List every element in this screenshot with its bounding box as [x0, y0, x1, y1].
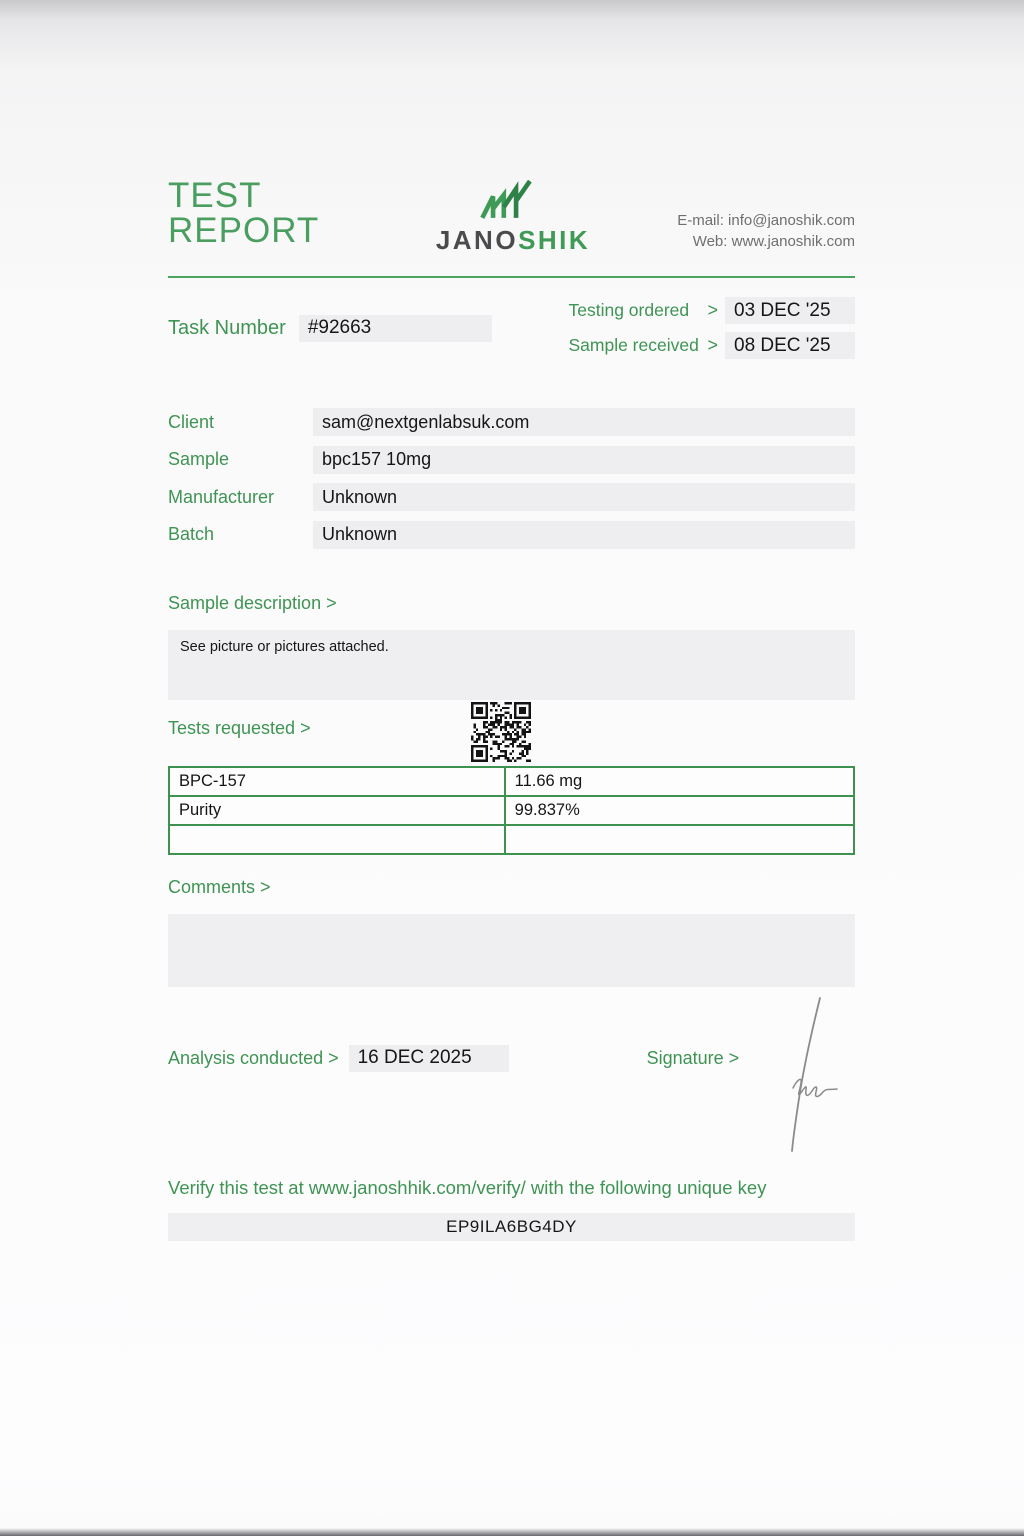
task-number-group — [168, 297, 492, 359]
task-section — [168, 297, 855, 359]
report-header — [168, 178, 855, 256]
testing-ordered-row — [568, 297, 855, 324]
qr-code — [471, 702, 531, 762]
logo-text-jano: JANO — [435, 225, 519, 255]
test-name-cell — [169, 825, 505, 854]
task-number-label: Task Number — [168, 316, 286, 339]
signature-label: Signature > — [646, 1047, 740, 1068]
verify-instruction: Verify this test at www.janoshhik.com/verify/ with the following unique key — [168, 1176, 767, 1198]
dates-group — [568, 297, 855, 359]
test-report-document — [168, 0, 855, 1241]
client-label: Client — [168, 411, 215, 432]
sample-received-label: Sample received — [568, 335, 699, 355]
tests-requested-section — [168, 718, 855, 855]
testing-ordered-value: 03 DEC '25 — [725, 297, 855, 324]
testing-ordered-label: Testing ordered — [568, 300, 690, 320]
signature-image — [756, 990, 856, 1158]
client-value: sam@nextgenlabsuk.com — [313, 408, 855, 436]
info-row-batch — [168, 521, 855, 549]
tests-requested-heading: Tests requested > — [168, 717, 311, 738]
contact-email: E-mail: info@janoshik.com — [677, 212, 855, 229]
sample-received-row — [568, 332, 855, 359]
contact-web: Web: www.janoshik.com — [692, 233, 855, 250]
logo-text-shik: SHIK — [518, 225, 591, 255]
batch-value: Unknown — [313, 521, 855, 549]
comments-heading: Comments > — [168, 876, 271, 897]
janoshik-logo — [418, 178, 608, 256]
test-results-table — [168, 766, 855, 855]
test-name-cell: BPC-157 — [169, 767, 505, 796]
table-row — [169, 825, 854, 854]
sample-label: Sample — [168, 449, 230, 469]
chart-peaks-logo-icon — [470, 178, 556, 224]
info-row-sample — [168, 446, 855, 474]
chevron-right-icon: > — [707, 335, 718, 355]
page-title: TEST REPORT — [168, 176, 320, 250]
manufacturer-value: Unknown — [313, 483, 855, 511]
chevron-right-icon: > — [707, 300, 718, 320]
analysis-signature-row — [168, 1045, 855, 1072]
sample-info-section — [168, 408, 855, 549]
header-divider — [168, 276, 855, 278]
sample-description-box: See picture or pictures attached. — [168, 630, 855, 700]
info-row-client — [168, 408, 855, 436]
test-result-cell: 99.837% — [505, 796, 854, 825]
manufacturer-label: Manufacturer — [168, 486, 275, 507]
sample-value: bpc157 10mg — [313, 446, 855, 474]
logo-wordmark — [436, 227, 590, 253]
sample-description-heading: Sample description > — [168, 592, 337, 613]
analysis-conducted-label: Analysis conducted > — [168, 1047, 339, 1068]
sample-received-value: 08 DEC '25 — [725, 332, 855, 359]
unique-key-value: EP9ILA6BG4DY — [168, 1213, 855, 1241]
comments-box — [168, 914, 855, 987]
info-row-manufacturer — [168, 483, 855, 511]
test-name-cell: Purity — [169, 796, 505, 825]
contact-info — [608, 210, 855, 256]
table-row — [169, 767, 854, 796]
batch-label: Batch — [168, 524, 215, 544]
test-result-cell: 11.66 mg — [505, 767, 854, 796]
analysis-date-value: 16 DEC 2025 — [349, 1045, 509, 1072]
table-row — [169, 796, 854, 825]
test-result-cell — [505, 825, 854, 854]
task-number-value: #92663 — [299, 315, 492, 342]
